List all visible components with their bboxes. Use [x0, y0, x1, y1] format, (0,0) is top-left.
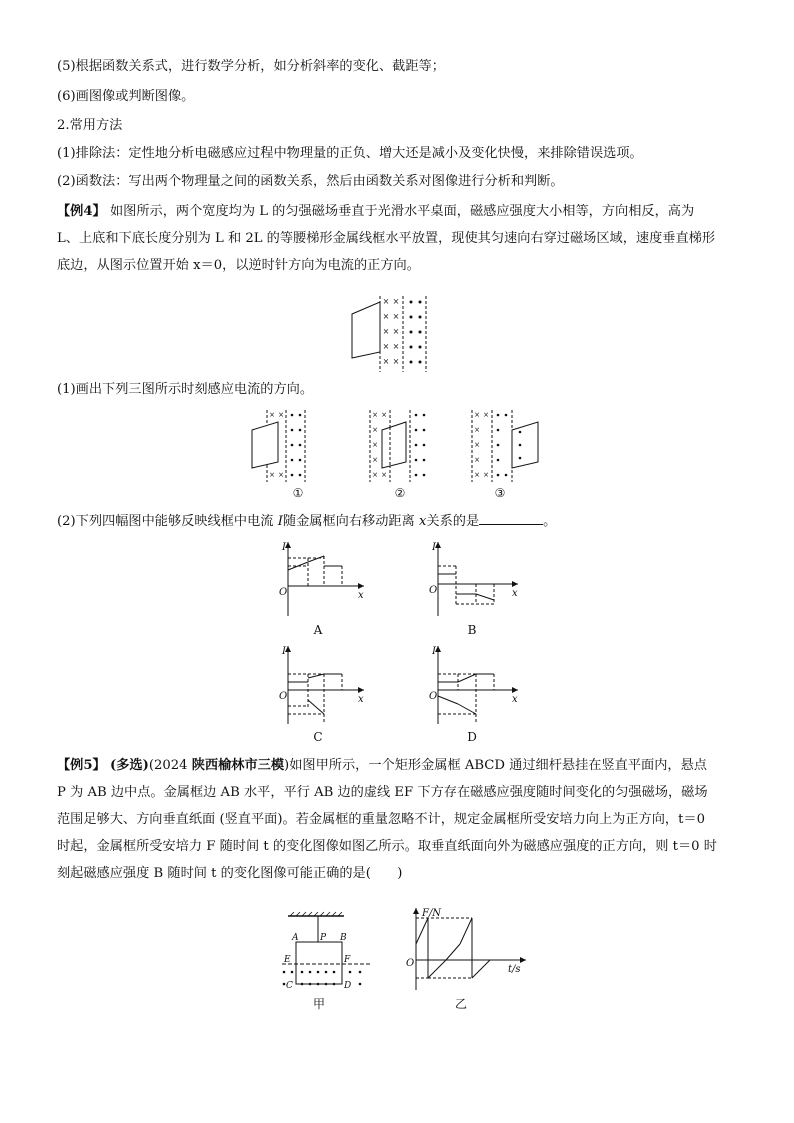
- svg-text:O: O: [279, 587, 288, 598]
- svg-text:x: x: [358, 590, 364, 601]
- svg-text:F: F: [344, 955, 351, 965]
- option-c: C: [313, 730, 323, 744]
- svg-text:x: x: [512, 694, 518, 705]
- example4-main-figure: [350, 296, 450, 372]
- svg-text:×: ×: [392, 312, 400, 321]
- graph-d: [426, 642, 526, 726]
- example5-text: 【例5】 (多选)(2024 陕西榆林市三模)如图甲所示，一个矩形金属框 ABCD 通过细杆悬挂在竖直平面内，悬点 P 为 AB 边中点。金属框边 AB 水平，平行 AB 边的虚线 EF 下方存在磁感应强度随时间变化的匀强磁场，磁场范围足够大、方向垂直纸面 (竖直平面)。若金属框的重量忽略不计，规定金属框所受安培力向上为正方向，t＝0 时起，金属框所受安培力 F 随时间 t 的变化图像如图乙所示。取垂直纸面向外为磁感应强度的正方向，则 t＝0 时刻起磁感应强度 B 随时间 t 的变化图像可能正确的是( ): [57, 758, 717, 881]
- figure-1-label: ①: [292, 486, 304, 500]
- svg-text:×: ×: [392, 342, 400, 351]
- svg-text:×: ×: [381, 471, 387, 479]
- figure-yi-label: 乙: [454, 997, 467, 1011]
- option-a: A: [313, 623, 323, 637]
- svg-text:×: ×: [474, 441, 480, 449]
- example5-multi: (多选): [109, 758, 149, 773]
- example5-tag: 【例5】: [57, 758, 106, 773]
- svg-text:E: E: [284, 955, 291, 965]
- item-5: (5)根据函数关系式，进行数学分析，如分析斜率的变化、截距等；: [57, 59, 445, 74]
- svg-text:×: ×: [372, 471, 378, 479]
- svg-text:×: ×: [483, 471, 489, 479]
- graph-c: [272, 642, 372, 726]
- option-d: D: [467, 730, 477, 744]
- svg-text:×: ×: [372, 456, 378, 464]
- svg-text:I: I: [432, 542, 436, 553]
- svg-text:I: I: [282, 542, 286, 553]
- svg-text:×: ×: [269, 411, 275, 419]
- svg-text:×: ×: [382, 357, 390, 366]
- svg-text:x: x: [358, 694, 364, 705]
- svg-text:×: ×: [381, 411, 387, 419]
- svg-text:t/s: t/s: [508, 964, 521, 975]
- example5-body: 如图甲所示，一个矩形金属框 ABCD 通过细杆悬挂在竖直平面内，悬点 P 为 AB 边中点。金属框边 AB 水平，平行 AB 边的虚线 EF 下方存在磁感应强度随时间变化的匀强磁场，磁场范围足够大、方向垂直纸面 (竖直平面)。若金属框的重量忽略不计，规定金属框所受安培力向上为正方向，t＝0 时起，金属框所受安培力 F 随时间 t 的变化图像如图乙所示。取垂直纸面向外为磁感应强度的正方向，则 t＝0 时刻起磁感应强度 B 随时间 t 的变化图像可能正确的是( ): [57, 758, 717, 881]
- option-b: B: [467, 623, 477, 637]
- svg-text:O: O: [429, 691, 438, 702]
- example5-source: 陕西榆林市三模: [191, 758, 285, 773]
- figure-2: [366, 410, 430, 484]
- svg-text:O: O: [429, 585, 438, 596]
- figure-3: [468, 410, 548, 484]
- svg-text:F/N: F/N: [422, 908, 442, 919]
- svg-text:B: B: [340, 933, 347, 943]
- answer-blank[interactable]: [479, 512, 543, 525]
- svg-text:×: ×: [372, 441, 378, 449]
- svg-text:I: I: [432, 646, 436, 657]
- svg-text:×: ×: [278, 471, 284, 479]
- figure-3-label: ③: [494, 486, 506, 500]
- svg-text:×: ×: [483, 411, 489, 419]
- example4-tag: 【例4】: [57, 204, 106, 219]
- method-1: (1)排除法：定性地分析电磁感应过程中物理量的正负、增大还是减小及变化快慢，来排除错误选项。: [57, 146, 643, 161]
- svg-text:×: ×: [474, 456, 480, 464]
- svg-text:A: A: [292, 933, 299, 943]
- svg-text:x: x: [512, 588, 518, 599]
- figure-yi: [404, 904, 534, 990]
- svg-text:×: ×: [474, 411, 480, 419]
- svg-text:O: O: [406, 958, 415, 969]
- example4-q2: (2)下列四幅图中能够反映线框中电流 I随金属框向右移动距离 x关系的是 。: [57, 514, 557, 529]
- example4-text: [57, 198, 717, 279]
- svg-text:O: O: [279, 691, 288, 702]
- svg-text:×: ×: [392, 357, 400, 366]
- svg-text:×: ×: [269, 471, 275, 479]
- svg-text:C: C: [286, 981, 293, 991]
- svg-text:×: ×: [372, 411, 378, 419]
- item-6: (6)画图像或判断图像。: [57, 89, 195, 104]
- graph-a: [272, 538, 372, 618]
- svg-text:×: ×: [382, 342, 390, 351]
- svg-text:×: ×: [382, 327, 390, 336]
- figure-1: [250, 410, 310, 484]
- svg-text:×: ×: [382, 297, 390, 306]
- figure-jia: [280, 912, 372, 992]
- graph-b: [426, 538, 526, 618]
- svg-text:P: P: [320, 933, 327, 943]
- example4-q1: (1)画出下列三图所示时刻感应电流的方向。: [57, 382, 314, 397]
- svg-text:D: D: [344, 981, 352, 991]
- svg-text:×: ×: [278, 411, 284, 419]
- figure-jia-label: 甲: [312, 997, 325, 1011]
- method-2: (2)函数法：写出两个物理量之间的函数关系，然后由函数关系对图像进行分析和判断。: [57, 174, 564, 189]
- figure-2-label: ②: [394, 486, 406, 500]
- svg-text:×: ×: [382, 312, 390, 321]
- svg-text:I: I: [282, 646, 286, 657]
- svg-text:×: ×: [474, 471, 480, 479]
- example4-body: 如图所示，两个宽度均为 L 的匀强磁场垂直于光滑水平桌面，磁感应强度大小相等，方向相反，高为 L、上底和下底长度分别为 L 和 2L 的等腰梯形金属线框水平放置，现使其匀速向右穿过磁场区域，速度垂直梯形底边，从图示位置开始 x＝0，以逆时针方向为电流的正方向。: [57, 204, 716, 273]
- svg-text:×: ×: [392, 327, 400, 336]
- methods-heading: 2.常用方法: [57, 118, 123, 133]
- svg-text:×: ×: [372, 426, 378, 434]
- svg-text:×: ×: [392, 297, 400, 306]
- svg-text:×: ×: [474, 426, 480, 434]
